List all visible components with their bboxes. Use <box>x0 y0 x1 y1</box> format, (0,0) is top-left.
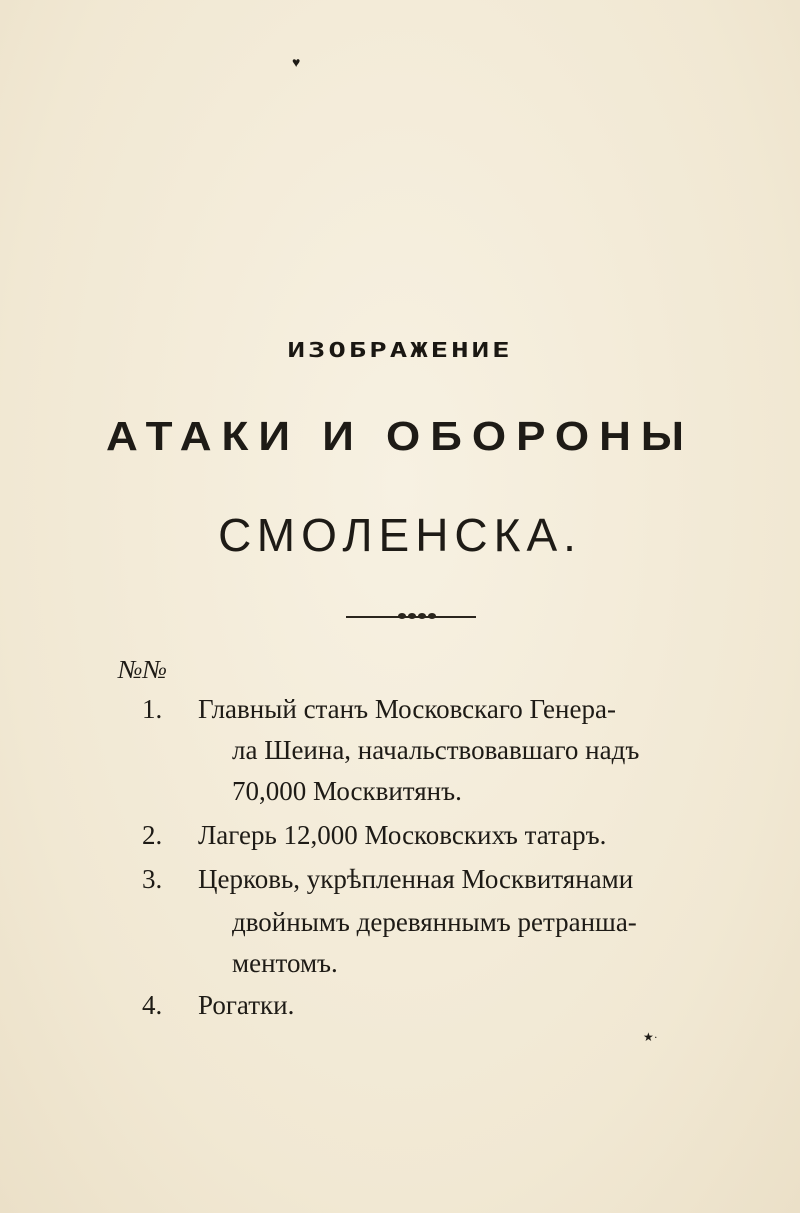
divider-ornament-icon <box>382 610 452 622</box>
title-line-1: АТАКИ И ОБОРОНЫ <box>106 414 694 460</box>
item-text-line: Церковь, укрѣпленная Москвитянами <box>198 864 634 894</box>
item-number: 2. <box>142 820 163 850</box>
item-number: 4. <box>142 990 163 1020</box>
star-icon: ★· <box>643 1030 658 1044</box>
item-number: 3. <box>142 864 163 894</box>
item-text-line: 70,000 Москвитянъ. <box>232 776 462 806</box>
item-text-line: Лагерь 12,000 Московскихъ татаръ. <box>198 820 607 850</box>
numero-mark: №№ <box>118 655 168 684</box>
ornate-heading: ИЗОБРАЖЕНИЕ <box>287 338 513 362</box>
top-ornament-icon: ♥ <box>292 56 301 71</box>
item-text-line: ментомъ. <box>232 948 338 978</box>
title-line-2: СМОЛЕНСКА. <box>218 509 582 561</box>
item-text-line: ла Шеина, начальствовавшаго надъ <box>232 735 640 765</box>
item-number: 1. <box>142 694 163 724</box>
item-text-line: Рогатки. <box>198 990 295 1020</box>
item-text-line: Главный станъ Московскаго Генера- <box>198 694 616 724</box>
item-text-line: двойнымъ деревяннымъ ретранша- <box>232 907 637 937</box>
